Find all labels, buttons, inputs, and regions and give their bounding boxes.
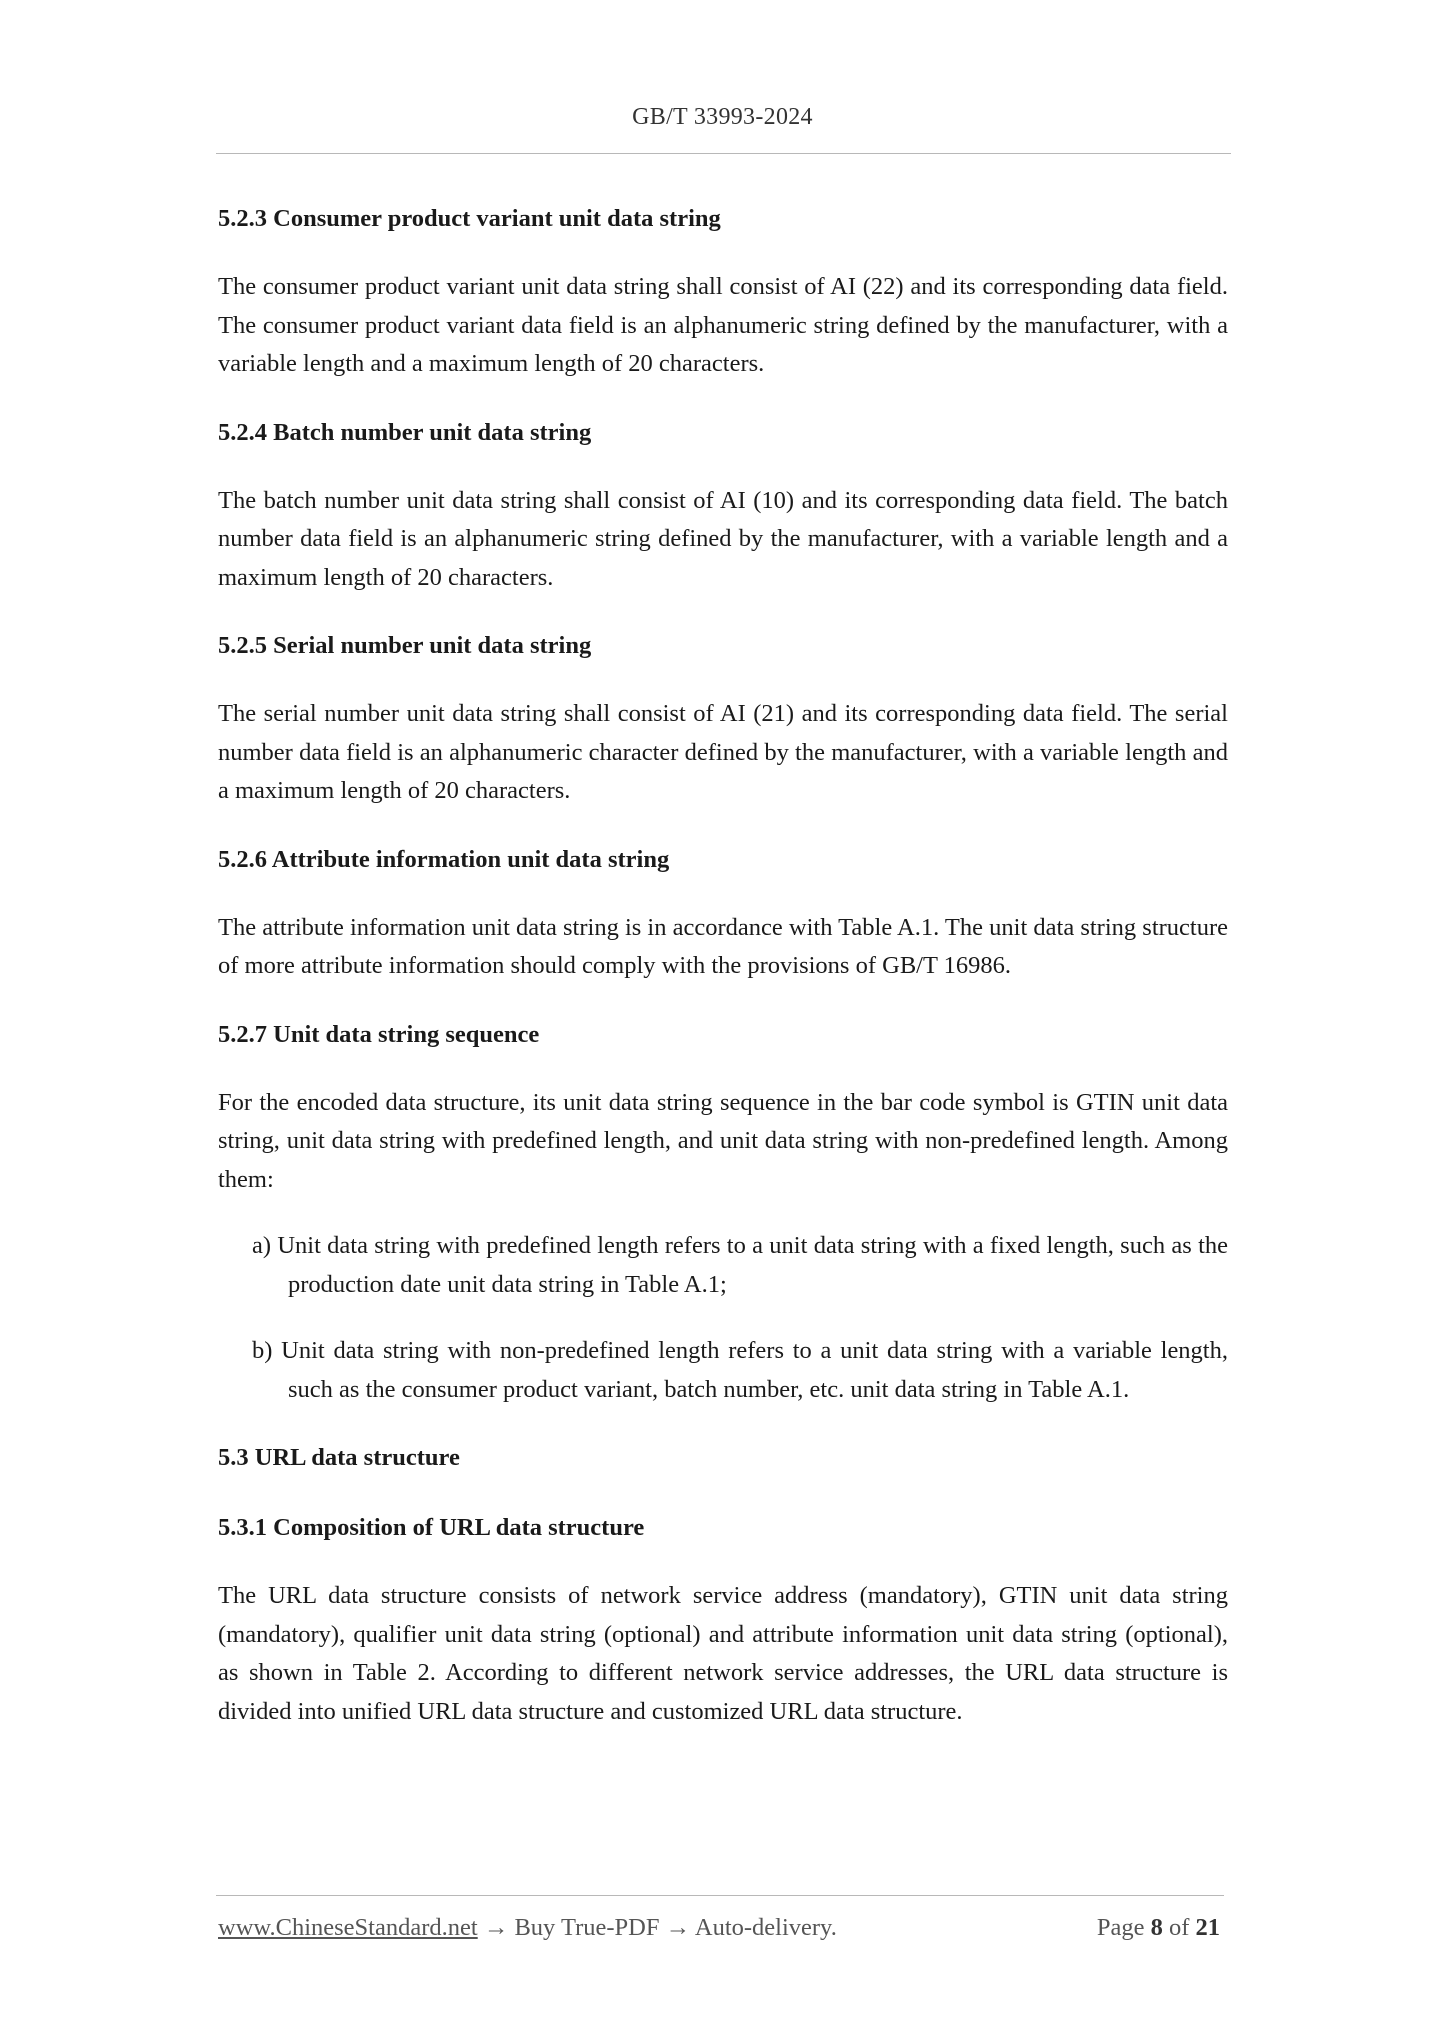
section-body-5-2-3: The consumer product variant unit data string shall consist of AI (22) and its corresponding data field. The consumer product variant data field is an alphanumeric string defined by the manufacturer, with a variable length and a maximum length of 20 characters. xyxy=(218,273,1228,377)
footer-promo xyxy=(218,1914,837,1942)
section-heading-5-2-6: 5.2.6 Attribute information unit data string xyxy=(218,845,670,873)
site-link[interactable]: www.ChineseStandard.net xyxy=(218,1914,478,1941)
page-number: 8 xyxy=(1150,1914,1163,1941)
header-divider xyxy=(216,153,1231,154)
section-body-5-2-5: The serial number unit data string shall consist of AI (21) and its corresponding data field. The serial number data field is an alphanumeric character defined by the manufacturer, with a variable length and a maximum length of 20 characters. xyxy=(218,700,1228,804)
delivery-text: Auto-delivery. xyxy=(694,1914,837,1941)
arrow-right-icon: → xyxy=(665,1914,691,1941)
of-label: of xyxy=(1168,1914,1190,1941)
buy-text: Buy True-PDF xyxy=(514,1914,660,1941)
page-label: Page xyxy=(1096,1914,1145,1941)
section-heading-5-2-7: 5.2.7 Unit data string sequence xyxy=(218,1020,540,1048)
footer-divider xyxy=(216,1895,1224,1896)
page-indicator xyxy=(1097,1914,1220,1942)
section-body-5-3-1: The URL data structure consists of network service address (mandatory), GTIN unit data string (mandatory), qualifier unit data string (optional) and attribute information unit data string (optional), as shown in Table 2. According to different network service addresses, the URL data structure is divided into unified URL data structure and customized URL data structure. xyxy=(218,1582,1228,1725)
section-body-5-2-4: The batch number unit data string shall consist of AI (10) and its corresponding data field. The batch number data field is an alphanumeric string defined by the manufacturer, with a variable length and a maximum length of 20 characters. xyxy=(218,486,1228,591)
section-heading-5-3-1: 5.3.1 Composition of URL data structure xyxy=(218,1514,645,1541)
list-item-b: b) Unit data string with non-predefined length refers to a unit data string with a variable length, such as the consumer product variant, batch number, etc. unit data string in Table A.1. xyxy=(252,1337,1228,1403)
list-item-a: a) Unit data string with predefined length refers to a unit data string with a fixed length, such as the production date unit data string in Table A.1; xyxy=(252,1232,1228,1298)
total-pages: 21 xyxy=(1195,1914,1220,1941)
section-heading-5-2-3: 5.2.3 Consumer product variant unit data string xyxy=(218,205,721,232)
section-heading-5-2-5: 5.2.5 Serial number unit data string xyxy=(218,632,592,659)
arrow-right-icon: → xyxy=(483,1914,509,1941)
page-header-doc-id: GB/T 33993-2024 xyxy=(632,104,813,130)
section-heading-5-3: 5.3 URL data structure xyxy=(218,1444,460,1471)
section-body-5-2-6: The attribute information unit data string is in accordance with Table A.1. The unit data string structure of more attribute information should comply with the provisions of GB/T 16986. xyxy=(218,913,1228,979)
document-body xyxy=(218,198,1228,1759)
section-heading-5-2-4: 5.2.4 Batch number unit data string xyxy=(218,418,592,446)
section-body-5-2-7: For the encoded data structure, its unit data string sequence in the bar code symbol is GTIN unit data string, unit data string with predefined length, and unit data string with non-predefined length. Among them: xyxy=(218,1088,1228,1193)
